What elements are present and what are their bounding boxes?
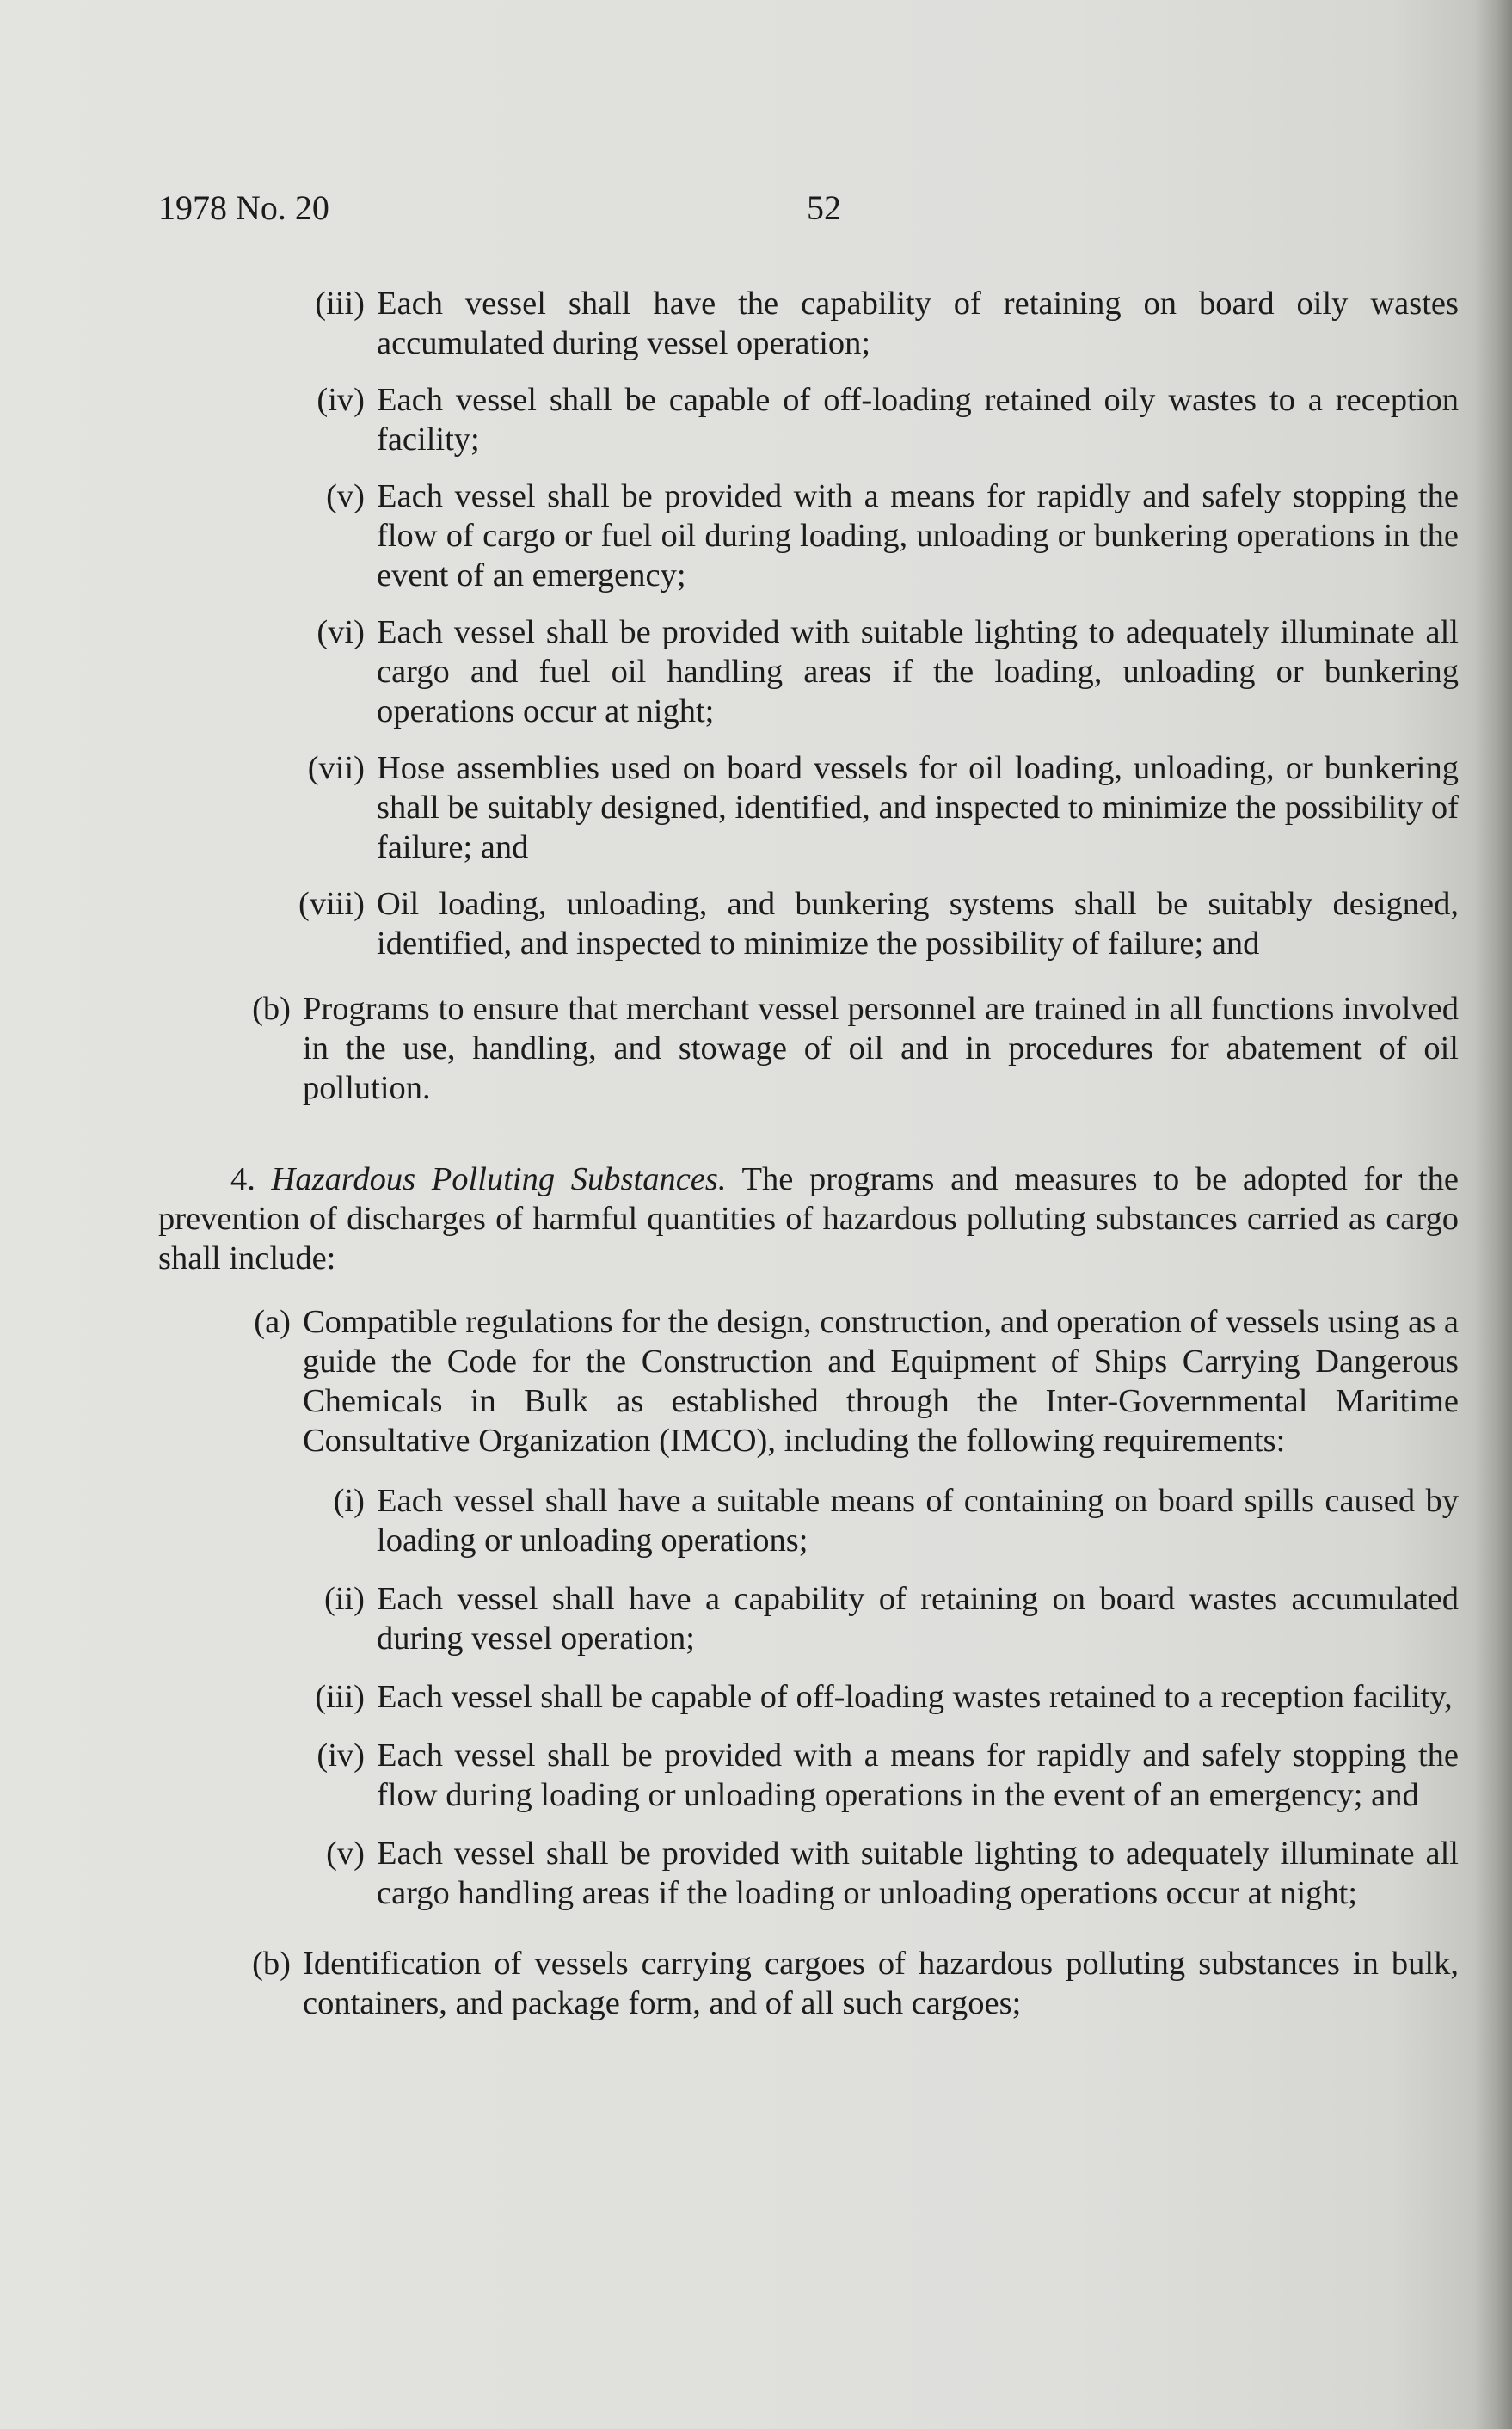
section-intro-text: The programs and measures to be adopted for the prevention of discharges of harmful quantities of hazardous polluting substances carried as cargo shall include: bbox=[158, 1161, 1460, 1276]
item-label: (viii) bbox=[298, 886, 365, 922]
item-label: (i) bbox=[333, 1483, 365, 1519]
item-label: (vi) bbox=[317, 614, 365, 650]
list-item bbox=[158, 1736, 1459, 1815]
item-label: (v) bbox=[326, 1836, 365, 1872]
page-number: 52 bbox=[807, 188, 841, 227]
item-text: Each vessel shall be provided with a means for rapidly and safely stopping the flow of cargo or fuel oil during loading, unloading or bunkering operations in the event of an emergency; bbox=[377, 478, 1459, 593]
item-label: (vii) bbox=[307, 750, 365, 786]
section-4-intro bbox=[158, 1159, 1459, 1278]
item-label: (iii) bbox=[315, 286, 365, 322]
item-label: (iv) bbox=[317, 382, 365, 418]
item-text: Each vessel shall have a capability of retaining on board wastes accumulated during vessel operation; bbox=[377, 1581, 1459, 1657]
item-text: Each vessel shall be provided with suitable lighting to adequately illuminate all cargo and fuel oil handling areas if the loading, unloading or bunkering operations occur at night; bbox=[377, 614, 1459, 729]
item-label: (a) bbox=[254, 1304, 291, 1340]
list-item bbox=[158, 1834, 1459, 1913]
item-label: (iii) bbox=[315, 1679, 365, 1715]
body-text bbox=[158, 284, 1459, 2040]
item-text: Each vessel shall be provided with suitable lighting to adequately illuminate all cargo handling areas if the loading or unloading operations occur at night; bbox=[377, 1836, 1459, 1911]
list-item bbox=[158, 612, 1459, 731]
item-label: (b) bbox=[252, 1946, 291, 1982]
section-number: 4. bbox=[230, 1161, 255, 1197]
list-item bbox=[158, 884, 1459, 963]
item-text: Each vessel shall be capable of off-loading wastes retained to a reception facility, bbox=[377, 1679, 1453, 1715]
list-item bbox=[158, 380, 1459, 459]
item-text: Oil loading, unloading, and bunkering systems shall be suitably designed, identified, and inspected to minimize the possibility of failure; and bbox=[377, 886, 1459, 962]
item-text: Each vessel shall be capable of off-loading retained oily wastes to a reception facility; bbox=[377, 382, 1459, 458]
list-item bbox=[158, 477, 1459, 595]
item-text: Identification of vessels carrying cargoes of hazardous polluting substances in bulk, containers, and package form, and of all such cargoes; bbox=[303, 1946, 1459, 2021]
list-item bbox=[158, 748, 1459, 867]
page-edge-shadow bbox=[1474, 0, 1512, 2429]
item-text: Compatible regulations for the design, construction, and operation of vessels using as a guide the Code for the Construction and Equipment of Ships Carrying Dangerous Chemicals in Bulk as established through the Inter-Governmental Maritime Consultative Organization (IMCO), including the following requirements: bbox=[303, 1304, 1459, 1459]
item-label: (ii) bbox=[323, 1581, 365, 1617]
item-text: Hose assemblies used on board vessels for oil loading, unloading, or bunkering shall be suitably designed, identified, and inspected to minimize the possibility of failure; and bbox=[377, 750, 1459, 865]
list-item bbox=[158, 1481, 1459, 1560]
item-label: (b) bbox=[252, 991, 291, 1027]
section-4-b bbox=[158, 1944, 1459, 2023]
item-text: Each vessel shall have a suitable means of containing on board spills caused by loading or unloading operations; bbox=[377, 1483, 1459, 1559]
item-text: Programs to ensure that merchant vessel personnel are trained in all functions involved in the use, handling, and stowage of oil and in procedures for abatement of oil pollution. bbox=[303, 991, 1459, 1106]
list-item bbox=[158, 284, 1459, 363]
section-4-a bbox=[158, 1302, 1459, 1460]
list-item bbox=[158, 1579, 1459, 1658]
item-text: Each vessel shall be provided with a means for rapidly and safely stopping the flow during loading or unloading operations in the event of an emergency; and bbox=[377, 1737, 1459, 1813]
item-label: (iv) bbox=[317, 1737, 365, 1774]
item-text: Each vessel shall have the capability of retaining on board oily wastes accumulated during vessel operation; bbox=[377, 286, 1459, 361]
section-heading: Hazardous Polluting Substances. bbox=[271, 1161, 727, 1197]
statute-reference: 1978 No. 20 bbox=[158, 188, 329, 227]
item-label: (v) bbox=[326, 478, 365, 514]
section-3-b bbox=[158, 989, 1459, 1108]
list-item bbox=[158, 1677, 1459, 1717]
